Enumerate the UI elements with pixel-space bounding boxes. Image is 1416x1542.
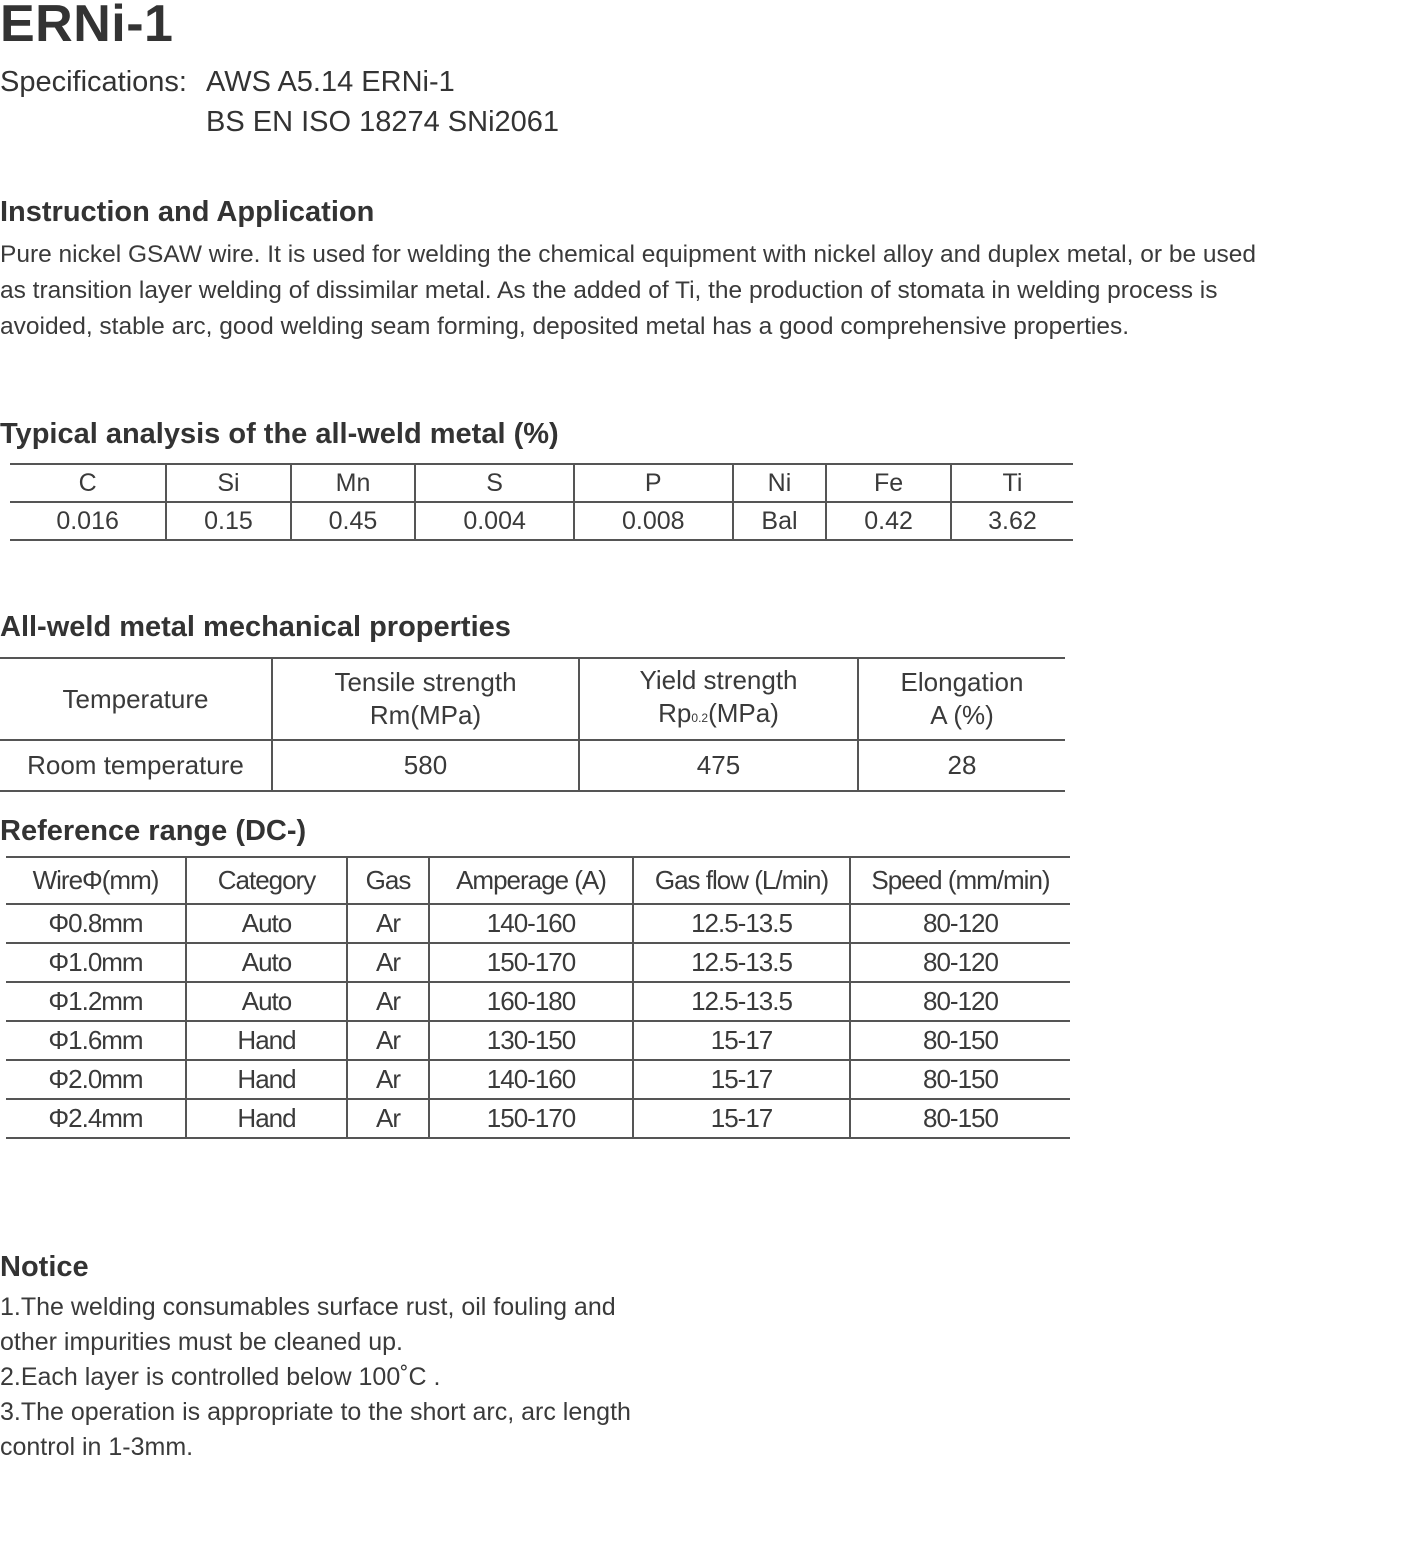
table-cell: 80-120 — [850, 943, 1070, 982]
table-cell: 0.45 — [291, 502, 416, 540]
table-cell: Φ1.6mm — [48, 1025, 143, 1055]
table-cell: 0.42 — [826, 502, 951, 540]
table-header-cell: Speed (mm/min) — [850, 857, 1070, 904]
table-cell: Φ2.0mm — [48, 1064, 143, 1094]
specification-line: BS EN ISO 18274 SNi2061 — [206, 106, 560, 138]
notice-heading: Notice — [0, 1251, 89, 1283]
reference-range-table — [6, 856, 1070, 1139]
table-header-row — [10, 464, 1073, 502]
table-header-cell — [272, 658, 579, 740]
notice-line: other impurities must be cleaned up. — [0, 1328, 403, 1356]
table-cell: Φ0.8mm — [48, 908, 143, 938]
table-header-cell: Si — [166, 464, 291, 502]
table-cell: Ar — [347, 943, 429, 982]
specifications-label: Specifications: — [0, 66, 187, 98]
table-cell: 80-120 — [850, 982, 1070, 1021]
table-cell: 3.62 — [951, 502, 1073, 540]
table-cell: Φ2.4mm — [48, 1103, 143, 1133]
table-cell: Ar — [347, 904, 429, 943]
page-title: ERNi-1 — [0, 0, 174, 53]
table-cell: Hand — [186, 1021, 347, 1060]
paragraph-line: avoided, stable arc, good welding seam forming, deposited metal has a good comprehensive properties. — [0, 313, 1130, 340]
table-cell: 150-170 — [429, 943, 633, 982]
table-header-cell: Fe — [826, 464, 951, 502]
paragraph-line: Pure nickel GSAW wire. It is used for welding the chemical equipment with nickel alloy and duplex metal, or be used — [0, 241, 1257, 268]
yield-rp: Rp — [658, 697, 692, 728]
notice-line: control in 1-3mm. — [0, 1433, 194, 1461]
table-cell: Φ1.2mm — [48, 986, 143, 1016]
table-cell: Ar — [347, 1021, 429, 1060]
mechanical-properties-table — [0, 657, 1065, 792]
table-header-cell: S — [415, 464, 574, 502]
yield-unit: (MPa) — [708, 697, 779, 728]
table-row — [6, 943, 1070, 982]
table-cell: 140-160 — [429, 1060, 633, 1099]
table-cell: 12.5-13.5 — [633, 904, 850, 943]
table-header-row — [0, 658, 1065, 740]
table-row — [6, 982, 1070, 1021]
table-header-cell: Gas flow (L/min) — [633, 857, 850, 904]
table-cell: Auto — [186, 904, 347, 943]
table-cell: 80-120 — [850, 904, 1070, 943]
table-row — [10, 502, 1073, 540]
table-cell: 12.5-13.5 — [633, 982, 850, 1021]
yield-header-line: Yield strength — [639, 664, 798, 695]
table-row — [6, 1021, 1070, 1060]
table-cell: 0.008 — [574, 502, 733, 540]
table-cell: 580 — [272, 740, 579, 791]
table-cell: Φ1.0mm — [48, 947, 143, 977]
reference-heading: Reference range (DC-) — [0, 815, 307, 847]
table-cell: Hand — [186, 1060, 347, 1099]
instruction-paragraph — [0, 237, 1410, 345]
table-row — [6, 1060, 1070, 1099]
yield-subscript: 0.2 — [691, 710, 709, 725]
table-cell: 0.004 — [415, 502, 574, 540]
table-header-cell: C — [78, 468, 97, 497]
table-cell: Room temperature — [27, 750, 244, 780]
table-cell: 150-170 — [429, 1099, 633, 1138]
tensile-header-line: Tensile strength — [334, 667, 517, 697]
tensile-header-unit: Rm(MPa) — [369, 700, 482, 730]
instruction-heading: Instruction and Application — [0, 196, 375, 228]
table-row — [6, 1099, 1070, 1138]
table-cell: Ar — [347, 982, 429, 1021]
chemical-analysis-table — [10, 463, 1073, 541]
table-header-cell: Ti — [951, 464, 1073, 502]
table-cell: Auto — [186, 982, 347, 1021]
notice-list — [0, 1290, 720, 1465]
table-cell: 15-17 — [633, 1060, 850, 1099]
table-cell: Ar — [347, 1060, 429, 1099]
table-header-row — [6, 857, 1070, 904]
table-header-cell: Amperage (A) — [429, 857, 633, 904]
paragraph-line: as transition layer welding of dissimilar metal. As the added of Ti, the production of stomata in welding process is — [0, 277, 1218, 304]
analysis-heading: Typical analysis of the all-weld metal (%) — [0, 418, 559, 450]
table-cell: Hand — [186, 1099, 347, 1138]
temperature-header: Temperature — [62, 683, 209, 714]
table-cell: 130-150 — [429, 1021, 633, 1060]
notice-line: 2.Each layer is controlled below 100˚C . — [0, 1363, 441, 1391]
table-cell: 28 — [858, 740, 1065, 791]
table-header-cell — [579, 658, 858, 740]
table-header-cell: Category — [186, 857, 347, 904]
table-cell: 0.016 — [56, 506, 119, 535]
mechanical-heading: All-weld metal mechanical properties — [0, 611, 511, 643]
table-row — [6, 904, 1070, 943]
table-cell: 140-160 — [429, 904, 633, 943]
table-header-cell — [0, 658, 272, 740]
table-header-cell: Gas — [347, 857, 429, 904]
yield-header-unit — [580, 697, 857, 735]
table-cell: Ar — [347, 1099, 429, 1138]
table-cell: 80-150 — [850, 1060, 1070, 1099]
table-cell: 80-150 — [850, 1099, 1070, 1138]
table-cell: Bal — [733, 502, 827, 540]
table-header-cell: P — [574, 464, 733, 502]
notice-line: 3.The operation is appropriate to the short arc, arc length — [0, 1398, 631, 1426]
table-cell: 475 — [579, 740, 858, 791]
table-cell: 15-17 — [633, 1021, 850, 1060]
elongation-header-unit: A (%) — [930, 700, 994, 730]
table-header-cell: Ni — [733, 464, 827, 502]
table-cell: 12.5-13.5 — [633, 943, 850, 982]
table-cell: 160-180 — [429, 982, 633, 1021]
table-header-cell — [858, 658, 1065, 740]
table-cell: Auto — [186, 943, 347, 982]
table-row — [0, 740, 1065, 791]
table-header-cell: WireΦ(mm) — [32, 865, 159, 895]
table-header-cell: Mn — [291, 464, 416, 502]
table-cell: 80-150 — [850, 1021, 1070, 1060]
elongation-header-line: Elongation — [900, 667, 1024, 697]
table-cell: 0.15 — [166, 502, 291, 540]
notice-line: 1.The welding consumables surface rust, oil fouling and — [0, 1293, 616, 1321]
table-cell: 15-17 — [633, 1099, 850, 1138]
specification-line: AWS A5.14 ERNi-1 — [206, 66, 455, 98]
